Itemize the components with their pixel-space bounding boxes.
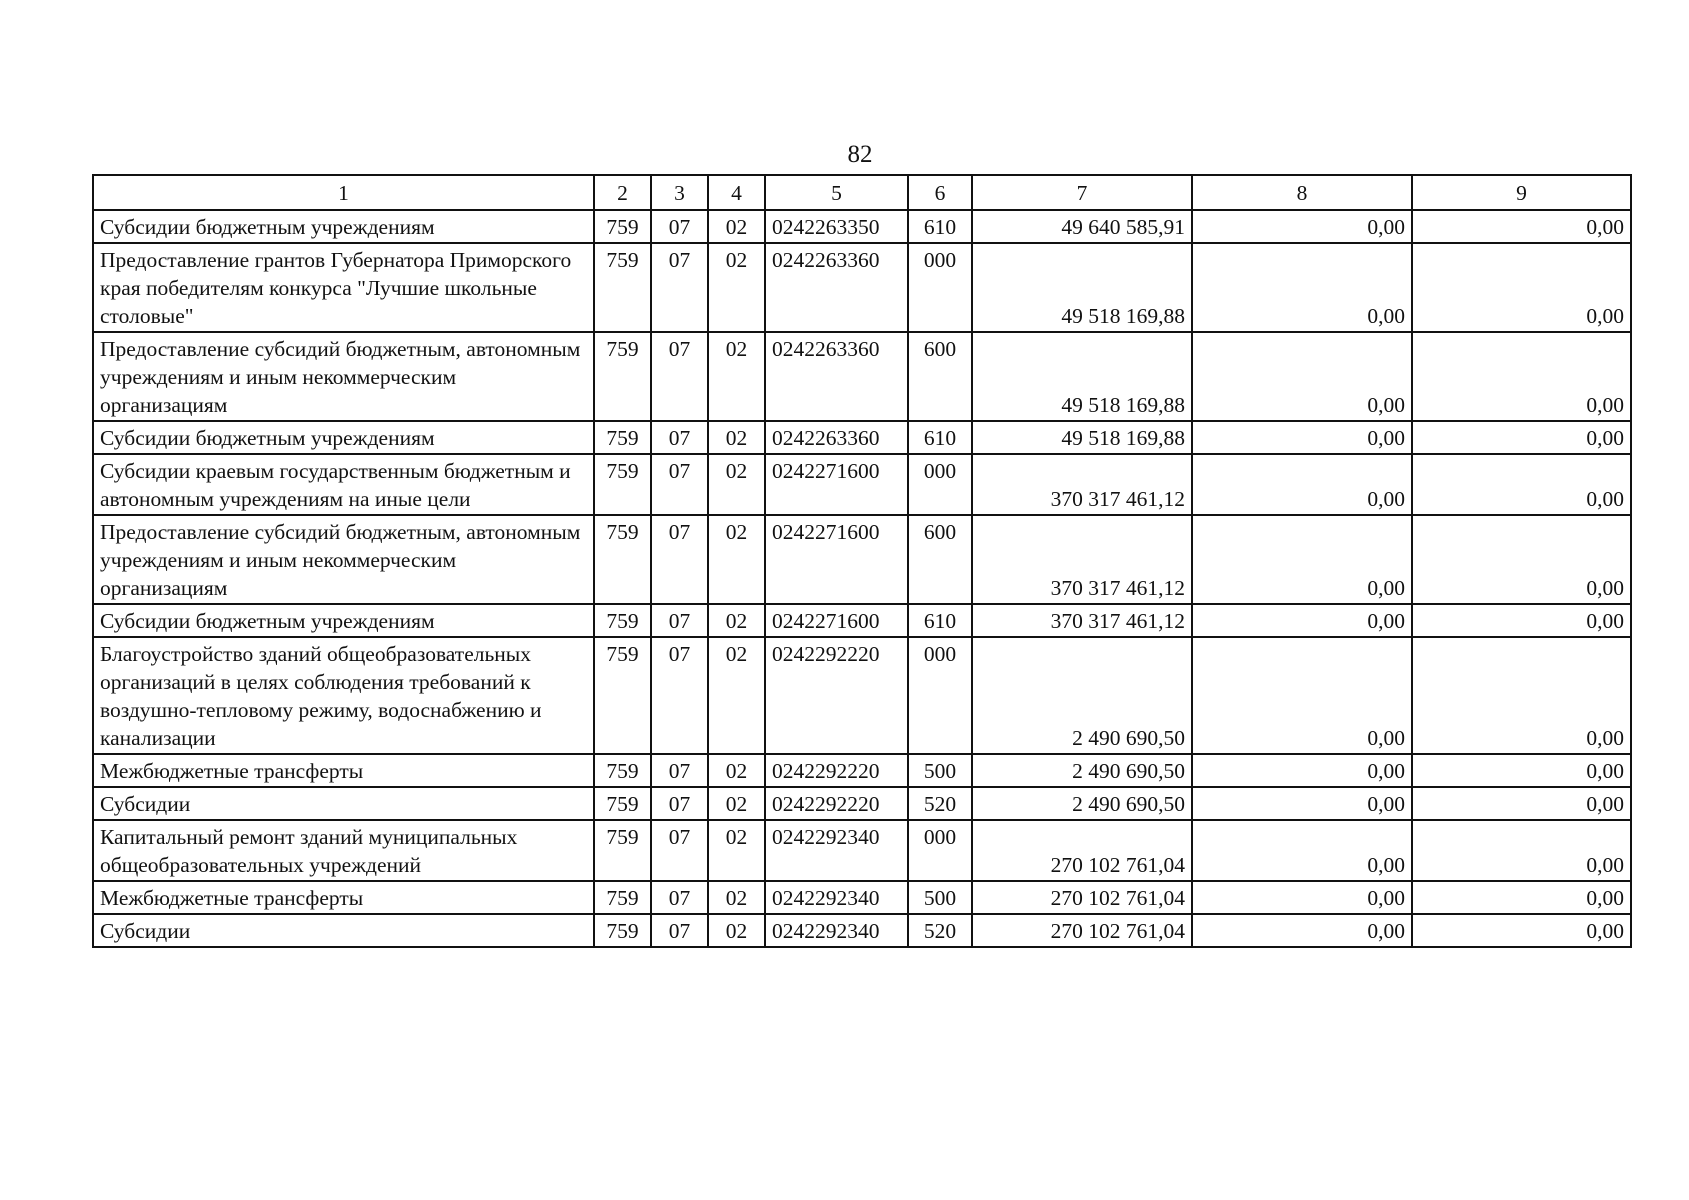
amount-col7-cell: 370 317 461,12 (972, 515, 1192, 604)
column-header-4: 4 (708, 175, 765, 210)
amount-col7-cell: 270 102 761,04 (972, 914, 1192, 947)
expense-type-cell: 000 (908, 454, 972, 515)
row-name-cell: Предоставление субсидий бюджетным, автономным учреждениям и иным некоммерческим организациям (93, 515, 594, 604)
amount-col7-cell: 2 490 690,50 (972, 754, 1192, 787)
section-code-cell: 07 (651, 454, 708, 515)
column-header-3: 3 (651, 175, 708, 210)
expense-type-cell: 520 (908, 787, 972, 820)
expense-type-cell: 610 (908, 210, 972, 243)
target-article-cell: 0242271600 (765, 454, 908, 515)
expense-type-cell: 000 (908, 820, 972, 881)
target-article-cell: 0242263360 (765, 243, 908, 332)
column-header-6: 6 (908, 175, 972, 210)
row-name-cell: Капитальный ремонт зданий муниципальных общеобразовательных учреждений (93, 820, 594, 881)
amount-col8-cell: 0,00 (1192, 604, 1412, 637)
amount-col9-cell: 0,00 (1412, 604, 1631, 637)
grbs-code-cell: 759 (594, 914, 651, 947)
subsection-code-cell: 02 (708, 332, 765, 421)
subsection-code-cell: 02 (708, 210, 765, 243)
section-code-cell: 07 (651, 787, 708, 820)
expense-type-cell: 520 (908, 914, 972, 947)
amount-col9-cell: 0,00 (1412, 210, 1631, 243)
row-name-cell: Субсидии бюджетным учреждениям (93, 210, 594, 243)
amount-col8-cell: 0,00 (1192, 421, 1412, 454)
table-row (93, 454, 1631, 515)
section-code-cell: 07 (651, 914, 708, 947)
subsection-code-cell: 02 (708, 243, 765, 332)
column-header-5: 5 (765, 175, 908, 210)
grbs-code-cell: 759 (594, 881, 651, 914)
subsection-code-cell: 02 (708, 604, 765, 637)
amount-col9-cell: 0,00 (1412, 515, 1631, 604)
expense-type-cell: 600 (908, 515, 972, 604)
section-code-cell: 07 (651, 881, 708, 914)
amount-col8-cell: 0,00 (1192, 454, 1412, 515)
grbs-code-cell: 759 (594, 210, 651, 243)
row-name-cell: Предоставление субсидий бюджетным, автономным учреждениям и иным некоммерческим организациям (93, 332, 594, 421)
expense-type-cell: 610 (908, 421, 972, 454)
amount-col8-cell: 0,00 (1192, 515, 1412, 604)
subsection-code-cell: 02 (708, 454, 765, 515)
table-row (93, 754, 1631, 787)
table-row (93, 243, 1631, 332)
amount-col7-cell: 2 490 690,50 (972, 637, 1192, 754)
target-article-cell: 0242292220 (765, 637, 908, 754)
column-header-7: 7 (972, 175, 1192, 210)
amount-col8-cell: 0,00 (1192, 914, 1412, 947)
table-row (93, 421, 1631, 454)
amount-col7-cell: 270 102 761,04 (972, 820, 1192, 881)
expense-type-cell: 500 (908, 754, 972, 787)
amount-col9-cell: 0,00 (1412, 421, 1631, 454)
row-name-cell: Субсидии (93, 787, 594, 820)
row-name-cell: Благоустройство зданий общеобразовательных организаций в целях соблюдения требований к воздушно-тепловому режиму, водоснабжению и канализации (93, 637, 594, 754)
table-row (93, 515, 1631, 604)
amount-col8-cell: 0,00 (1192, 881, 1412, 914)
section-code-cell: 07 (651, 820, 708, 881)
column-header-9: 9 (1412, 175, 1631, 210)
amount-col8-cell: 0,00 (1192, 210, 1412, 243)
row-name-cell: Субсидии краевым государственным бюджетным и автономным учреждениям на иные цели (93, 454, 594, 515)
column-header-2: 2 (594, 175, 651, 210)
subsection-code-cell: 02 (708, 914, 765, 947)
expense-type-cell: 000 (908, 243, 972, 332)
table-row (93, 881, 1631, 914)
grbs-code-cell: 759 (594, 421, 651, 454)
page-number: 82 (847, 141, 873, 168)
column-header-8: 8 (1192, 175, 1412, 210)
amount-col7-cell: 2 490 690,50 (972, 787, 1192, 820)
table-row (93, 210, 1631, 243)
target-article-cell: 0242271600 (765, 515, 908, 604)
column-header-1: 1 (93, 175, 594, 210)
amount-col8-cell: 0,00 (1192, 754, 1412, 787)
target-article-cell: 0242263360 (765, 332, 908, 421)
amount-col8-cell: 0,00 (1192, 787, 1412, 820)
row-name-cell: Субсидии бюджетным учреждениям (93, 604, 594, 637)
target-article-cell: 0242271600 (765, 604, 908, 637)
grbs-code-cell: 759 (594, 604, 651, 637)
table-row (93, 820, 1631, 881)
amount-col7-cell: 49 640 585,91 (972, 210, 1192, 243)
amount-col7-cell: 49 518 169,88 (972, 332, 1192, 421)
expense-type-cell: 610 (908, 604, 972, 637)
target-article-cell: 0242292340 (765, 820, 908, 881)
table-row (93, 914, 1631, 947)
table-row (93, 787, 1631, 820)
grbs-code-cell: 759 (594, 515, 651, 604)
section-code-cell: 07 (651, 421, 708, 454)
subsection-code-cell: 02 (708, 787, 765, 820)
amount-col8-cell: 0,00 (1192, 332, 1412, 421)
subsection-code-cell: 02 (708, 881, 765, 914)
target-article-cell: 0242263350 (765, 210, 908, 243)
target-article-cell: 0242292340 (765, 914, 908, 947)
target-article-cell: 0242263360 (765, 421, 908, 454)
grbs-code-cell: 759 (594, 332, 651, 421)
subsection-code-cell: 02 (708, 637, 765, 754)
section-code-cell: 07 (651, 210, 708, 243)
amount-col7-cell: 49 518 169,88 (972, 421, 1192, 454)
table-row (93, 332, 1631, 421)
section-code-cell: 07 (651, 604, 708, 637)
row-name-cell: Межбюджетные трансферты (93, 754, 594, 787)
amount-col9-cell: 0,00 (1412, 243, 1631, 332)
amount-col9-cell: 0,00 (1412, 754, 1631, 787)
amount-col9-cell: 0,00 (1412, 881, 1631, 914)
section-code-cell: 07 (651, 754, 708, 787)
subsection-code-cell: 02 (708, 754, 765, 787)
target-article-cell: 0242292340 (765, 881, 908, 914)
amount-col9-cell: 0,00 (1412, 914, 1631, 947)
table-row (93, 604, 1631, 637)
subsection-code-cell: 02 (708, 820, 765, 881)
row-name-cell: Межбюджетные трансферты (93, 881, 594, 914)
grbs-code-cell: 759 (594, 787, 651, 820)
row-name-cell: Предоставление грантов Губернатора Приморского края победителям конкурса "Лучшие школьные столовые" (93, 243, 594, 332)
amount-col7-cell: 49 518 169,88 (972, 243, 1192, 332)
row-name-cell: Субсидии бюджетным учреждениям (93, 421, 594, 454)
amount-col9-cell: 0,00 (1412, 820, 1631, 881)
grbs-code-cell: 759 (594, 243, 651, 332)
grbs-code-cell: 759 (594, 754, 651, 787)
row-name-cell: Субсидии (93, 914, 594, 947)
expense-type-cell: 500 (908, 881, 972, 914)
section-code-cell: 07 (651, 332, 708, 421)
target-article-cell: 0242292220 (765, 754, 908, 787)
amount-col8-cell: 0,00 (1192, 243, 1412, 332)
amount-col8-cell: 0,00 (1192, 820, 1412, 881)
target-article-cell: 0242292220 (765, 787, 908, 820)
amount-col9-cell: 0,00 (1412, 454, 1631, 515)
grbs-code-cell: 759 (594, 820, 651, 881)
amount-col9-cell: 0,00 (1412, 637, 1631, 754)
expense-type-cell: 600 (908, 332, 972, 421)
table-row (93, 637, 1631, 754)
section-code-cell: 07 (651, 515, 708, 604)
amount-col7-cell: 370 317 461,12 (972, 604, 1192, 637)
table-body (93, 210, 1631, 947)
grbs-code-cell: 759 (594, 454, 651, 515)
amount-col8-cell: 0,00 (1192, 637, 1412, 754)
budget-table (92, 174, 1632, 948)
grbs-code-cell: 759 (594, 637, 651, 754)
amount-col7-cell: 270 102 761,04 (972, 881, 1192, 914)
amount-col7-cell: 370 317 461,12 (972, 454, 1192, 515)
expense-type-cell: 000 (908, 637, 972, 754)
amount-col9-cell: 0,00 (1412, 787, 1631, 820)
section-code-cell: 07 (651, 637, 708, 754)
amount-col9-cell: 0,00 (1412, 332, 1631, 421)
subsection-code-cell: 02 (708, 421, 765, 454)
header-row (93, 175, 1631, 210)
subsection-code-cell: 02 (708, 515, 765, 604)
section-code-cell: 07 (651, 243, 708, 332)
